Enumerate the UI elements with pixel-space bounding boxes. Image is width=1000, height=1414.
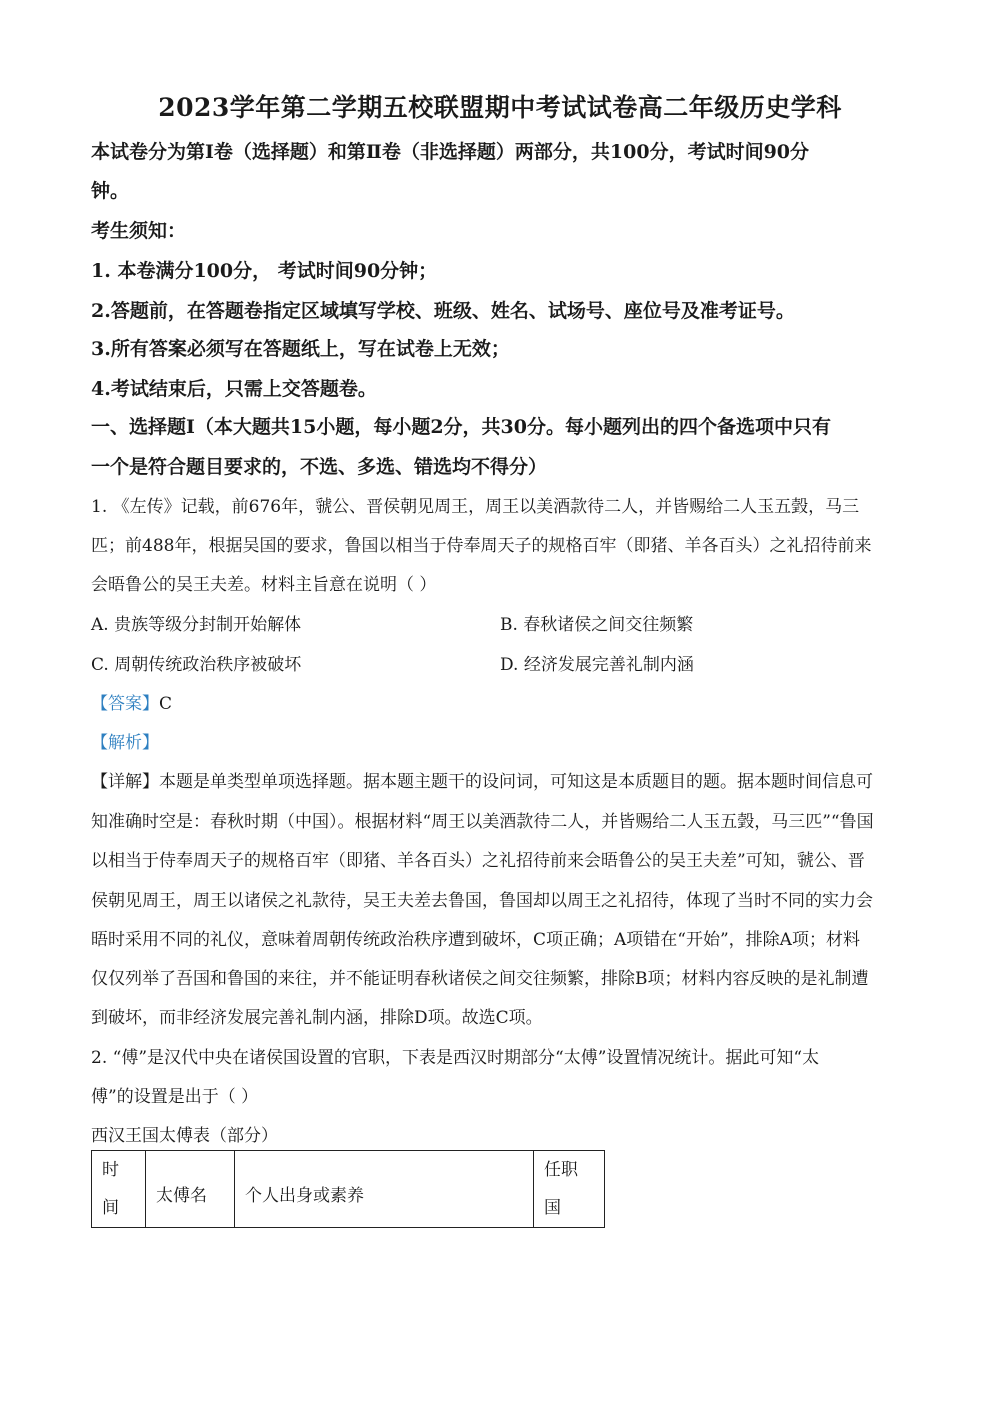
header-background [235, 1151, 534, 1228]
q1-detail-line: 到破坏，而非经济发展完善礼制内涵，排除D项。故选C项。 [91, 1008, 543, 1028]
section-heading-line-1: 一、选择题Ⅰ（本大题共15小题，每小题2分，共30分。每小题列出的四个备选项中只有 [91, 416, 831, 438]
header-name-text: 太傅名 [156, 1186, 207, 1206]
header-name [146, 1151, 235, 1228]
q1-stem-line: 会晤鲁公的吴王夫差。材料主旨意在说明（ ） [91, 575, 437, 595]
header-state: 任职国 [534, 1151, 605, 1228]
q1-answer [91, 689, 172, 714]
page-title: 2023学年第二学期五校联盟期中考试试卷高二年级历史学科 [158, 93, 842, 122]
section-heading-line-2: 一个是符合题目要求的，不选、多选、错选均不得分） [91, 456, 548, 478]
q1-detail-line: 知准确时空是：春秋时期（中国）。根据材料“周王以美酒款待二人，并皆赐给二人玉五瑴，马三匹”“鲁国 [91, 812, 874, 832]
table-header-row [92, 1151, 605, 1228]
intro-line-1: 本试卷分为第Ⅰ卷（选择题）和第Ⅱ卷（非选择题）两部分，共100分，考试时间90分 [91, 141, 810, 163]
q1-option-c: C. 周朝传统政治秩序被破坏 [91, 655, 302, 675]
q1-detail-line: 【详解】本题是单类型单项选择题。据本题主题干的设问词，可知这是本质题目的题。据本题时间信息可 [91, 772, 873, 792]
notice-item: 3.所有答案必须写在答题纸上，写在试卷上无效； [91, 338, 510, 360]
q2-stem-line: 2. “傅”是汉代中央在诸侯国设置的官职，下表是西汉时期部分“太傅”设置情况统计。据此可知“太 [91, 1048, 820, 1068]
taifu-table [91, 1150, 605, 1228]
q1-detail-line: 侯朝见周王，周王以诸侯之礼款待，吴王夫差去鲁国，鲁国却以周王之礼招待，体现了当时不同的实力会 [91, 891, 873, 911]
analysis-tag: 【解析】 [91, 733, 159, 753]
q1-option-b: B. 春秋诸侯之间交往频繁 [500, 615, 694, 635]
header-background-text: 个人出身或素养 [245, 1186, 364, 1206]
notice-item: 4.考试结束后，只需上交答题卷。 [91, 378, 377, 400]
notice-heading: 考生须知： [91, 220, 187, 242]
answer-tag: 【答案】 [91, 694, 159, 714]
q2-stem-line: 傅”的设置是出于（ ） [91, 1087, 259, 1107]
q1-detail-line: 晤时采用不同的礼仪，意味着周朝传统政治秩序遭到破坏，C项正确；A项错在“开始”，排除A项；材料 [91, 930, 860, 950]
table-caption: 西汉王国太傅表（部分） [91, 1126, 278, 1146]
intro-line-2: 钟。 [91, 180, 130, 202]
answer-value: C [159, 694, 173, 714]
q1-stem-line: 1. 《左传》记载，前676年，虢公、晋侯朝见周王，周王以美酒款待二人，并皆赐给二人玉五瑴，马三 [91, 497, 860, 517]
q1-detail-line: 仅仅列举了吾国和鲁国的来往，并不能证明春秋诸侯之间交往频繁，排除B项；材料内容反映的是礼制遭 [91, 969, 869, 989]
q1-stem-line: 匹；前488年，根据吴国的要求，鲁国以相当于侍奉周天子的规格百牢（即猪、羊各百头）之礼招待前来 [91, 536, 872, 556]
q1-detail-line: 以相当于侍奉周天子的规格百牢（即猪、羊各百头）之礼招待前来会晤鲁公的吴王夫差”可知，虢公、晋 [91, 851, 865, 871]
header-time: 时间 [92, 1151, 146, 1228]
notice-item: 1. 本卷满分100分， 考试时间90分钟； [91, 260, 438, 282]
q1-option-a: A. 贵族等级分封制开始解体 [91, 615, 302, 635]
q1-option-d: D. 经济发展完善礼制内涵 [500, 655, 694, 675]
notice-item: 2.答题前，在答题卷指定区域填写学校、班级、姓名、试场号、座位号及准考证号。 [91, 300, 795, 322]
